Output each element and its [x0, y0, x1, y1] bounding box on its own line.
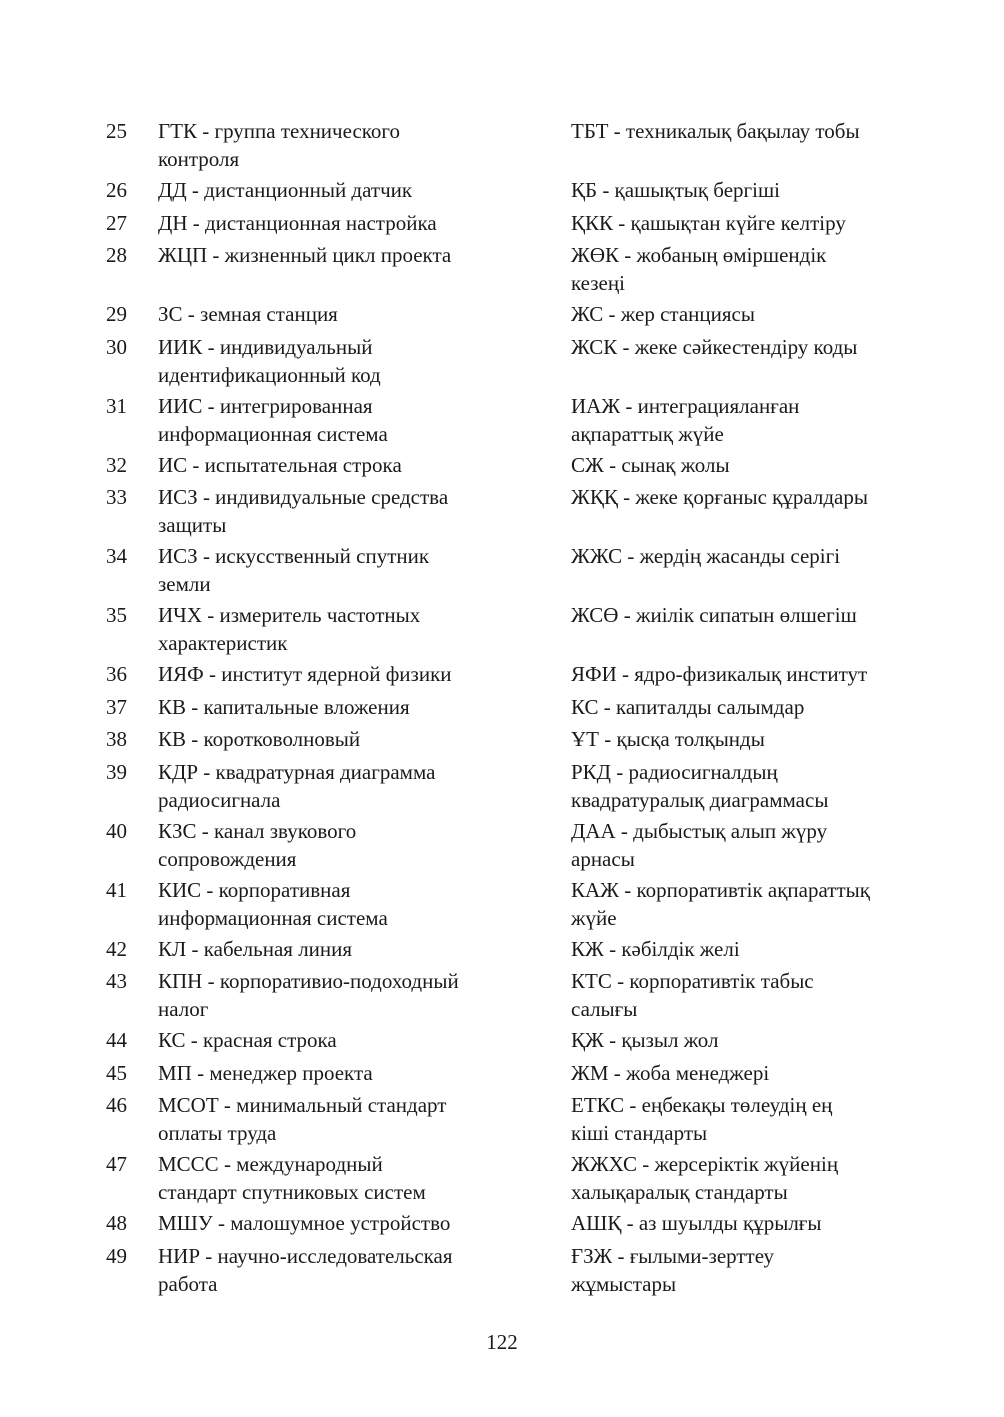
kazakh-term: ЖСӨ - жиілік сипатын өлшегіш [571, 603, 857, 627]
table-row [0, 542, 1004, 601]
row-number: 47 [106, 1152, 127, 1176]
russian-term: ИЧХ - измеритель частотных характеристик [158, 603, 421, 655]
abbreviation-table [0, 117, 1004, 1301]
row-number: 38 [106, 727, 127, 751]
row-number: 28 [106, 243, 127, 267]
table-row [0, 967, 1004, 1026]
kazakh-term: АШҚ - аз шуылды құрылғы [571, 1211, 822, 1235]
table-row [0, 601, 1004, 660]
russian-term: ИС - испытательная строка [158, 452, 402, 477]
table-row [0, 660, 1004, 693]
kazakh-term: ЖЖС - жердің жасанды серігі [571, 544, 841, 568]
row-number: 33 [106, 485, 127, 509]
russian-term: МП - менеджер проекта [158, 1060, 373, 1085]
row-number: 45 [106, 1060, 127, 1085]
kazakh-term: ЖСК - жеке сәйкестендіру коды [571, 334, 858, 359]
kazakh-term: ҰТ - қысқа толқынды [571, 727, 765, 751]
russian-term: ИСЗ - индивидуальные средства защиты [158, 485, 449, 537]
table-row [0, 483, 1004, 542]
row-number: 39 [106, 759, 127, 784]
russian-term: МСОТ - минимальный стандарт оплаты труда [158, 1093, 447, 1145]
kazakh-term: ЖҚҚ - жеке қорғаныс құралдары [571, 485, 868, 509]
kazakh-term: ЖМ - жоба менеджері [571, 1060, 770, 1085]
table-row [0, 758, 1004, 817]
page-number: 122 [486, 1330, 518, 1354]
table-row [0, 300, 1004, 333]
table-row [0, 817, 1004, 876]
russian-term: ЖЦП - жизненный цикл проекта [158, 243, 452, 267]
kazakh-term: ҚЖ - қызыл жол [571, 1028, 719, 1052]
russian-term: ИИС - интегрированная информационная система [158, 393, 388, 446]
kazakh-term: КАЖ - корпоративтік ақпараттық жүйе [571, 877, 870, 930]
table-row [0, 1242, 1004, 1301]
russian-term: КДР - квадратурная диаграмма радиосигнала [158, 759, 436, 812]
russian-term: МССС - международный стандарт спутниковых систем [158, 1152, 426, 1204]
row-number: 37 [106, 694, 127, 719]
row-number: 29 [106, 302, 127, 326]
kazakh-term: КС - капиталды салымдар [571, 694, 805, 719]
row-number: 35 [106, 603, 127, 627]
table-row [0, 451, 1004, 484]
row-number: 43 [106, 969, 127, 993]
row-number: 25 [106, 119, 127, 143]
russian-term: ЗС - земная станция [158, 302, 338, 326]
kazakh-term: ДАА - дыбыстық алып жүру арнасы [571, 818, 828, 871]
russian-term: НИР - научно-исследовательская работа [158, 1243, 453, 1296]
kazakh-term: ЕТКС - еңбекақы төлеудің ең кіші стандарты [571, 1093, 833, 1145]
table-row [0, 176, 1004, 209]
table-row [0, 693, 1004, 726]
russian-term: КВ - капитальные вложения [158, 694, 410, 719]
row-number: 26 [106, 178, 127, 202]
table-row [0, 1091, 1004, 1150]
table-row [0, 117, 1004, 176]
russian-term: МШУ - малошумное устройство [158, 1211, 451, 1235]
table-row [0, 209, 1004, 242]
table-row [0, 1209, 1004, 1242]
row-number: 42 [106, 936, 127, 961]
russian-term: ИИК - индивидуальный идентификационный код [158, 334, 381, 387]
kazakh-term: ЖС - жер станциясы [571, 302, 755, 326]
row-number: 27 [106, 210, 127, 235]
table-row [0, 333, 1004, 392]
kazakh-term: ЯФИ - ядро-физикалық институт [571, 662, 868, 686]
russian-term: ДД - дистанционный датчик [158, 178, 413, 202]
russian-term: КПН - корпоративио-подоходный налог [158, 969, 459, 1021]
row-number: 31 [106, 393, 127, 418]
russian-term: ГТК - группа технического контроля [158, 119, 401, 171]
kazakh-term: ҚБ - қашықтық бергіші [571, 178, 780, 202]
row-number: 46 [106, 1093, 127, 1117]
russian-term: КЗС - канал звукового сопровождения [158, 818, 357, 871]
row-number: 30 [106, 334, 127, 359]
table-row [0, 725, 1004, 758]
row-number: 36 [106, 662, 127, 686]
kazakh-term: КТС - корпоративтік табыс салығы [571, 969, 814, 1021]
russian-term: ИЯФ - институт ядерной физики [158, 662, 452, 686]
kazakh-term: ЖЖХС - жерсеріктік жүйенің халықаралық стандарты [571, 1152, 839, 1204]
russian-term: ДН - дистанционная настройка [158, 210, 437, 235]
table-row [0, 392, 1004, 451]
table-row [0, 935, 1004, 968]
table-row [0, 1150, 1004, 1209]
kazakh-term: РКД - радиосигналдың квадратуралық диаграммасы [571, 759, 829, 812]
kazakh-term: ҚКК - қашықтан күйге келтіру [571, 210, 846, 235]
russian-term: КИС - корпоративная информационная система [158, 877, 388, 930]
kazakh-term: ҒЗЖ - ғылыми-зерттеу жұмыстары [571, 1243, 775, 1296]
kazakh-term: ИАЖ - интеграцияланған ақпараттық жүйе [571, 393, 800, 446]
row-number: 34 [106, 544, 127, 568]
kazakh-term: СЖ - сынақ жолы [571, 452, 730, 477]
russian-term: КЛ - кабельная линия [158, 936, 353, 961]
kazakh-term: ТБТ - техникалық бақылау тобы [571, 119, 860, 143]
russian-term: ИСЗ - искусственный спутник земли [158, 544, 430, 596]
table-row [0, 1059, 1004, 1092]
table-row [0, 876, 1004, 935]
russian-term: КВ - коротковолновый [158, 727, 361, 751]
row-number: 32 [106, 452, 127, 477]
row-number: 40 [106, 818, 127, 843]
kazakh-term: ЖӨК - жобаның өміршендік кезеңі [571, 243, 827, 295]
row-number: 44 [106, 1028, 127, 1052]
row-number: 49 [106, 1243, 127, 1268]
kazakh-term: КЖ - кәбілдік желі [571, 936, 740, 961]
table-row [0, 241, 1004, 300]
russian-term: КС - красная строка [158, 1028, 337, 1052]
row-number: 48 [106, 1211, 127, 1235]
row-number: 41 [106, 877, 127, 902]
table-row [0, 1026, 1004, 1059]
